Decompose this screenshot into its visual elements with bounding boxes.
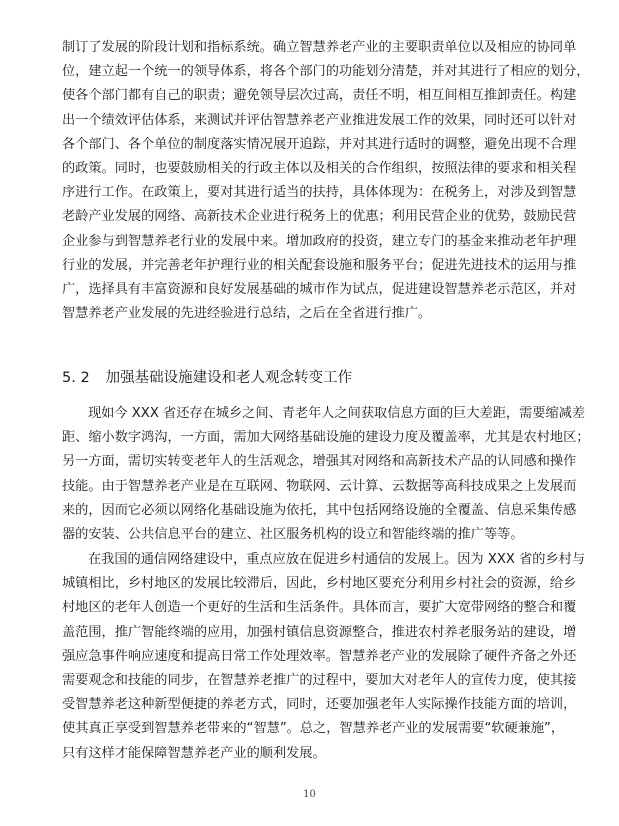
paragraph-top [62,36,590,326]
text-line: 距、缩小数字鸿沟，一方面，需加大网络基础设施的建设力度及覆盖率，尤其是农村地区； [62,430,590,446]
text-line: 现如今 XXX 省还存在城乡之间、青老年人之间获取信息方面的巨大差距，需要缩减差 [88,406,586,421]
text-line: 在我国的通信网络建设中，重点应放在促进乡村通信的发展上。因为 XXX 省的乡村与 [88,552,586,567]
text-line: 制订了发展的阶段计划和指标系统。确立智慧养老产业的主要职责单位以及相应的协同单 [62,40,577,55]
text-line: 使其真正享受到智慧养老带来的“智慧”。总之，智慧养老产业的发展需要“软硬兼施”， [62,721,565,737]
text-line: 需要观念和技能的同步，在智慧养老推广的过程中，要加大对老年人的宣传力度，使其接 [62,672,577,688]
text-line: 技能。由于智慧养老产业是在互联网、物联网、云计算、云数据等高科技成果之上发展而 [62,478,577,494]
section-heading [62,367,352,389]
text-line: 的政策。同时，也要鼓励相关的行政主体以及相关的合作组织，按照法律的要求和相关程 [62,160,577,176]
text-line: 来的，因而它必须以网络化基础设施为依托，其中包括网络设施的全覆盖、信息采集传感 [62,502,577,518]
text-line: 各个部门、各个单位的制度落实情况展开追踪，并对其进行适时的调整，避免出现不合理 [62,136,577,152]
section-number: 5. 2 [62,370,90,386]
paragraph-2 [62,402,590,547]
text-line: 使各个部门都有自己的职责；避免领导层次过高，责任不明，相互间相互推卸责任。构建 [62,88,577,104]
text-line: 村地区的老年人创造一个更好的生活和生活条件。具体而言，要扩大宽带网络的整合和覆 [62,600,577,616]
text-line: 序进行工作。在政策上，要对其进行适当的扶持，具体体现为：在税务上，对涉及到智慧 [62,185,577,201]
text-line: 盖范围，推广智能终端的应用，加强村镇信息资源整合，推进农村养老服务站的建设，增 [62,624,577,640]
text-line: 广，选择具有丰富资源和良好发展基础的城市作为试点，促进建设智慧养老示范区，并对 [62,281,577,297]
paragraph-3 [62,548,586,766]
section-title: 加强基础设施建设和老人观念转变工作 [105,370,353,386]
text-line: 另一方面，需切实转变老年人的生活观念，增强其对网络和高新技术产品的认同感和操作 [62,454,577,470]
text-line: 只有这样才能保障智慧养老产业的顺利发展。 [62,745,326,761]
text-line: 强应急事件响应速度和提高日常工作处理效率。智慧养老产业的发展除了硬件齐备之外还 [62,648,577,664]
text-line: 智慧养老产业发展的先进经验进行总结，之后在全省进行推广。 [62,306,432,322]
text-line: 出一个绩效评估体系，来测试并评估智慧养老产业推进发展工作的效果，同时还可以针对 [62,112,577,128]
text-line: 老龄产业发展的网络、高新技术企业进行税务上的优惠；利用民营企业的优势，鼓励民营 [62,209,577,225]
page-number: 10 [303,789,316,800]
text-line: 行业的发展，并完善老年护理行业的相关配套设施和服务平台；促进先进技术的运用与推 [62,257,577,273]
text-line: 受智慧养老这种新型便捷的养老方式，同时，还要加强老年人实际操作技能方面的培训， [62,697,577,713]
text-line: 位，建立起一个统一的领导体系，将各个部门的功能划分清楚，并对其进行了相应的划分， [62,64,590,80]
text-line: 器的安装、公共信息平台的建立、社区服务机构的设立和智能终端的推广等等。 [62,526,524,542]
text-line: 企业参与到智慧养老行业的发展中来。增加政府的投资，建立专门的基金来推动老年护理 [62,233,577,249]
text-line: 城镇相比，乡村地区的发展比较滞后，因此，乡村地区要充分利用乡村社会的资源，给乡 [62,576,577,592]
